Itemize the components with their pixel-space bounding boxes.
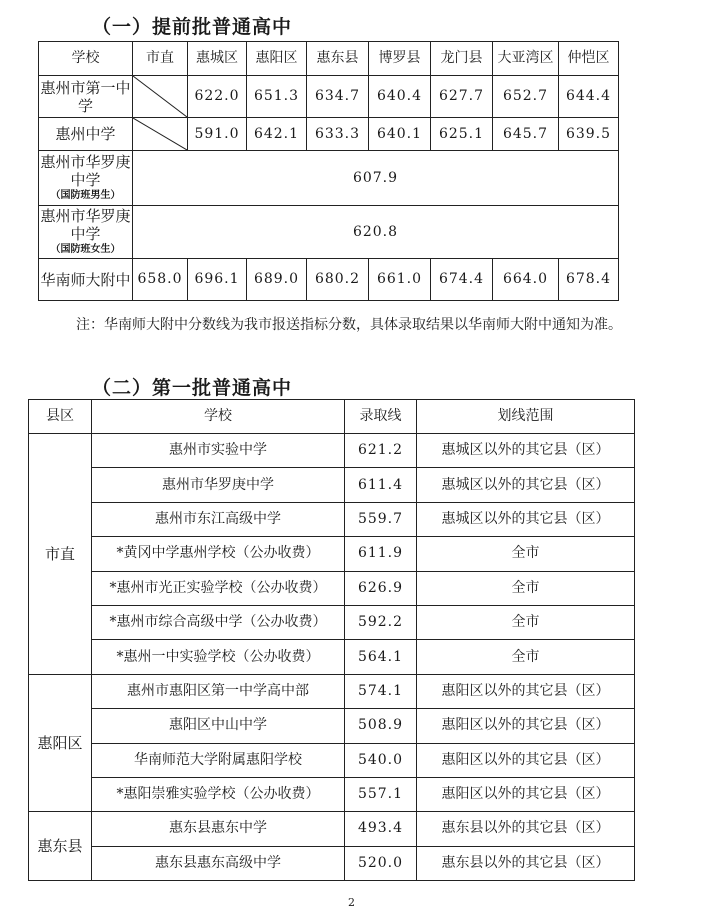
table-row [29, 605, 635, 639]
range-cell: 惠阳区以外的其它县（区） [417, 777, 635, 811]
school-name: 惠州市实验中学 [92, 434, 345, 468]
page-number: 2 [348, 896, 355, 909]
school-name: 惠东县惠东中学 [92, 812, 345, 846]
empty-diagonal-cell [133, 118, 188, 151]
score-cell: 625.1 [431, 118, 493, 151]
table-header-row [29, 400, 635, 434]
county-cell: 惠东县 [29, 812, 92, 881]
school-name: 惠州中学 [39, 118, 133, 151]
score-cell: 508.9 [345, 709, 417, 743]
range-cell: 全市 [417, 537, 635, 571]
score-cell: 611.4 [345, 468, 417, 502]
range-cell: 惠城区以外的其它县（区） [417, 434, 635, 468]
score-cell: 559.7 [345, 502, 417, 536]
county-cell: 市直 [29, 434, 92, 675]
table-row [39, 151, 619, 206]
school-name: 华南师范大学附属惠阳学校 [92, 743, 345, 777]
table-row [29, 502, 635, 536]
table-row [29, 743, 635, 777]
score-cell: 645.7 [493, 118, 559, 151]
range-cell: 全市 [417, 571, 635, 605]
header-cell: 市直 [133, 42, 188, 76]
score-cell: 674.4 [431, 259, 493, 301]
score-cell: 678.4 [559, 259, 619, 301]
table-row [29, 812, 635, 846]
score-cell: 493.4 [345, 812, 417, 846]
class-note: （国防班男生） [50, 190, 121, 201]
school-name-cell [39, 206, 133, 259]
header-cell: 惠城区 [188, 42, 247, 76]
score-cell: 640.4 [369, 76, 431, 118]
school-name: 惠州市东江高级中学 [92, 502, 345, 536]
score-cell: 627.7 [431, 76, 493, 118]
header-cell: 惠东县 [307, 42, 369, 76]
score-cell: 540.0 [345, 743, 417, 777]
range-cell: 惠城区以外的其它县（区） [417, 468, 635, 502]
header-cell: 惠阳区 [247, 42, 307, 76]
school-name-cell [39, 151, 133, 206]
range-cell: 惠城区以外的其它县（区） [417, 502, 635, 536]
table-row [29, 537, 635, 571]
section1-title: （一）提前批普通高中 [92, 16, 293, 38]
score-cell: 574.1 [345, 674, 417, 708]
score-cell: 611.9 [345, 537, 417, 571]
first-batch-table [28, 399, 635, 881]
score-cell: 651.3 [247, 76, 307, 118]
score-cell: 639.5 [559, 118, 619, 151]
school-name: 惠州市华罗庚中学 [92, 468, 345, 502]
table-row [29, 640, 635, 674]
score-cell: 664.0 [493, 259, 559, 301]
score-cell: 626.9 [345, 571, 417, 605]
range-cell: 惠阳区以外的其它县（区） [417, 709, 635, 743]
school-name: *惠州市光正实验学校（公办收费） [92, 571, 345, 605]
merged-score-cell: 620.8 [133, 206, 619, 259]
range-cell: 惠东县以外的其它县（区） [417, 812, 635, 846]
header-cell: 龙门县 [431, 42, 493, 76]
school-name: *黄冈中学惠州学校（公办收费） [92, 537, 345, 571]
range-cell: 惠阳区以外的其它县（区） [417, 674, 635, 708]
score-cell: 640.1 [369, 118, 431, 151]
score-cell: 658.0 [133, 259, 188, 301]
score-cell: 652.7 [493, 76, 559, 118]
score-cell: 591.0 [188, 118, 247, 151]
table-row [39, 206, 619, 259]
school-name: *惠州市综合高级中学（公办收费） [92, 605, 345, 639]
score-cell: 680.2 [307, 259, 369, 301]
school-name: 惠州市华罗庚中学 [40, 153, 131, 189]
score-cell: 634.7 [307, 76, 369, 118]
score-cell: 621.2 [345, 434, 417, 468]
table-row [39, 76, 619, 118]
score-cell: 592.2 [345, 605, 417, 639]
empty-diagonal-cell [133, 76, 188, 118]
merged-score-cell: 607.9 [133, 151, 619, 206]
header-cell: 学校 [92, 400, 345, 434]
class-note: （国防班女生） [50, 244, 121, 255]
table-row [29, 468, 635, 502]
table-row [29, 709, 635, 743]
score-cell: 689.0 [247, 259, 307, 301]
range-cell: 惠东县以外的其它县（区） [417, 846, 635, 880]
range-cell: 惠阳区以外的其它县（区） [417, 743, 635, 777]
table-row [29, 434, 635, 468]
county-cell: 惠阳区 [29, 674, 92, 812]
table-footnote: 注：华南师大附中分数线为我市报送指标分数，具体录取结果以华南师大附中通知为准。 [76, 317, 622, 333]
school-name: 惠州市第一中学 [39, 76, 133, 118]
header-cell: 县区 [29, 400, 92, 434]
range-cell: 全市 [417, 605, 635, 639]
header-cell: 大亚湾区 [493, 42, 559, 76]
score-cell: 557.1 [345, 777, 417, 811]
score-cell: 661.0 [369, 259, 431, 301]
table-row [39, 259, 619, 301]
school-name: 惠阳区中山中学 [92, 709, 345, 743]
score-cell: 564.1 [345, 640, 417, 674]
score-cell: 520.0 [345, 846, 417, 880]
table-row [29, 846, 635, 880]
school-name: 惠州市华罗庚中学 [40, 207, 131, 243]
table-row [39, 118, 619, 151]
header-cell: 录取线 [345, 400, 417, 434]
header-cell: 仲恺区 [559, 42, 619, 76]
section2-title: （二）第一批普通高中 [92, 377, 293, 399]
school-name: 华南师大附中 [39, 259, 133, 301]
range-cell: 全市 [417, 640, 635, 674]
school-name: 惠州市惠阳区第一中学高中部 [92, 674, 345, 708]
school-name: 惠东县惠东高级中学 [92, 846, 345, 880]
header-cell: 博罗县 [369, 42, 431, 76]
early-admission-table [38, 41, 619, 301]
score-cell: 642.1 [247, 118, 307, 151]
header-cell: 学校 [39, 42, 133, 76]
table-header-row [39, 42, 619, 76]
score-cell: 696.1 [188, 259, 247, 301]
school-name: *惠阳崇雅实验学校（公办收费） [92, 777, 345, 811]
score-cell: 622.0 [188, 76, 247, 118]
score-cell: 644.4 [559, 76, 619, 118]
school-name: *惠州一中实验学校（公办收费） [92, 640, 345, 674]
table-row [29, 777, 635, 811]
header-cell: 划线范围 [417, 400, 635, 434]
table-row [29, 674, 635, 708]
table-row [29, 571, 635, 605]
score-cell: 633.3 [307, 118, 369, 151]
